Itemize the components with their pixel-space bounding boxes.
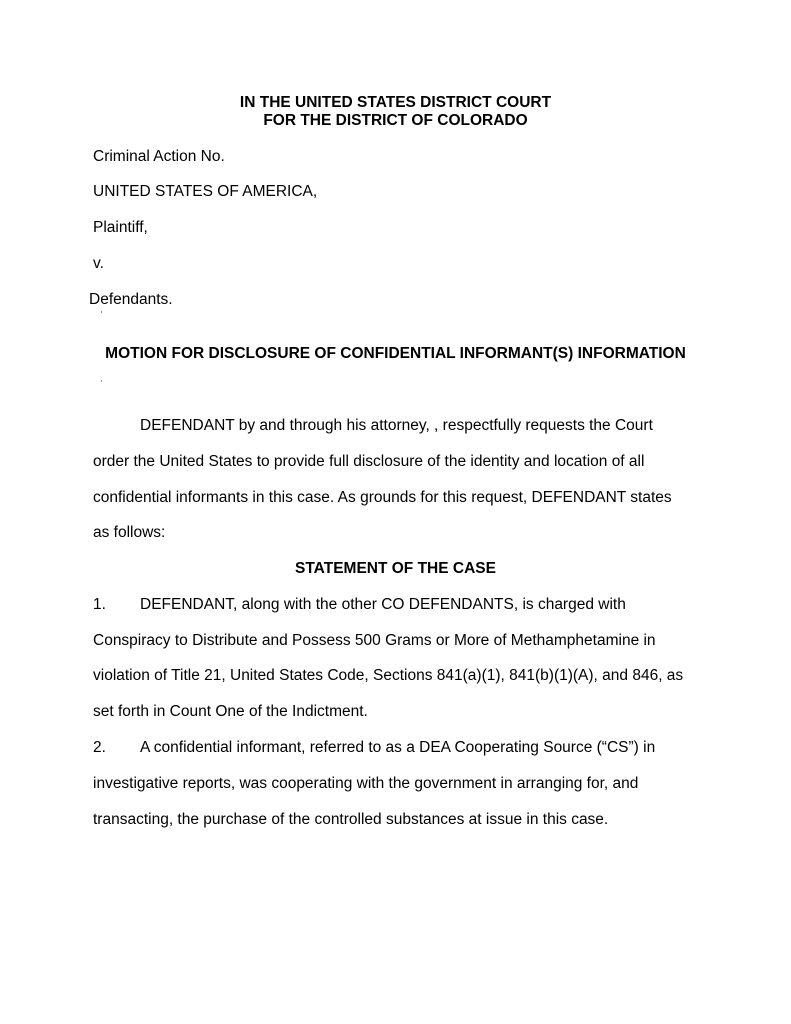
paragraph-line — [93, 595, 626, 615]
criminal-action-number: Criminal Action No. — [93, 148, 225, 165]
paragraph-text: A confidential informant, referred to as a DEA Cooperating Source (“CS”) in — [140, 739, 656, 756]
paragraph-line: investigative reports, was cooperating with the government in arranging for, and — [93, 775, 639, 792]
versus: v. — [93, 255, 104, 272]
court-name-line1: IN THE UNITED STATES DISTRICT COURT — [239, 94, 552, 111]
paragraph-line: transacting, the purchase of the controlled substances at issue in this case. — [93, 811, 609, 828]
intro-line: DEFENDANT by and through his attorney, , respectfully requests the Court — [140, 417, 653, 434]
defendants-label: Defendants. — [89, 291, 173, 308]
paragraph-number: 2. — [93, 739, 106, 756]
intro-line: as follows: — [93, 524, 166, 541]
intro-line: confidential informants in this case. As grounds for this request, DEFENDANT states — [93, 489, 672, 506]
plaintiff-role: Plaintiff, — [93, 219, 148, 236]
paragraph-text: DEFENDANT, along with the other CO DEFENDANTS, is charged with — [140, 596, 626, 613]
court-name-line2: FOR THE DISTRICT OF COLORADO — [263, 112, 528, 129]
section-heading: STATEMENT OF THE CASE — [295, 560, 496, 577]
plaintiff-name: UNITED STATES OF AMERICA, — [93, 183, 318, 200]
paragraph-line: Conspiracy to Distribute and Possess 500 Grams or More of Methamphetamine in — [93, 632, 656, 649]
intro-line: order the United States to provide full disclosure of the identity and location of all — [93, 453, 645, 470]
paragraph-line: set forth in Count One of the Indictment. — [93, 703, 368, 720]
stray-mark — [101, 311, 102, 313]
paragraph-line: violation of Title 21, United States Code, Sections 841(a)(1), 841(b)(1)(A), and 846, as — [93, 667, 684, 684]
paragraph-line — [93, 738, 655, 758]
stray-mark — [101, 380, 102, 382]
motion-title: MOTION FOR DISCLOSURE OF CONFIDENTIAL INFORMANT(S) INFORMATION — [105, 345, 686, 362]
paragraph-number: 1. — [93, 596, 106, 613]
